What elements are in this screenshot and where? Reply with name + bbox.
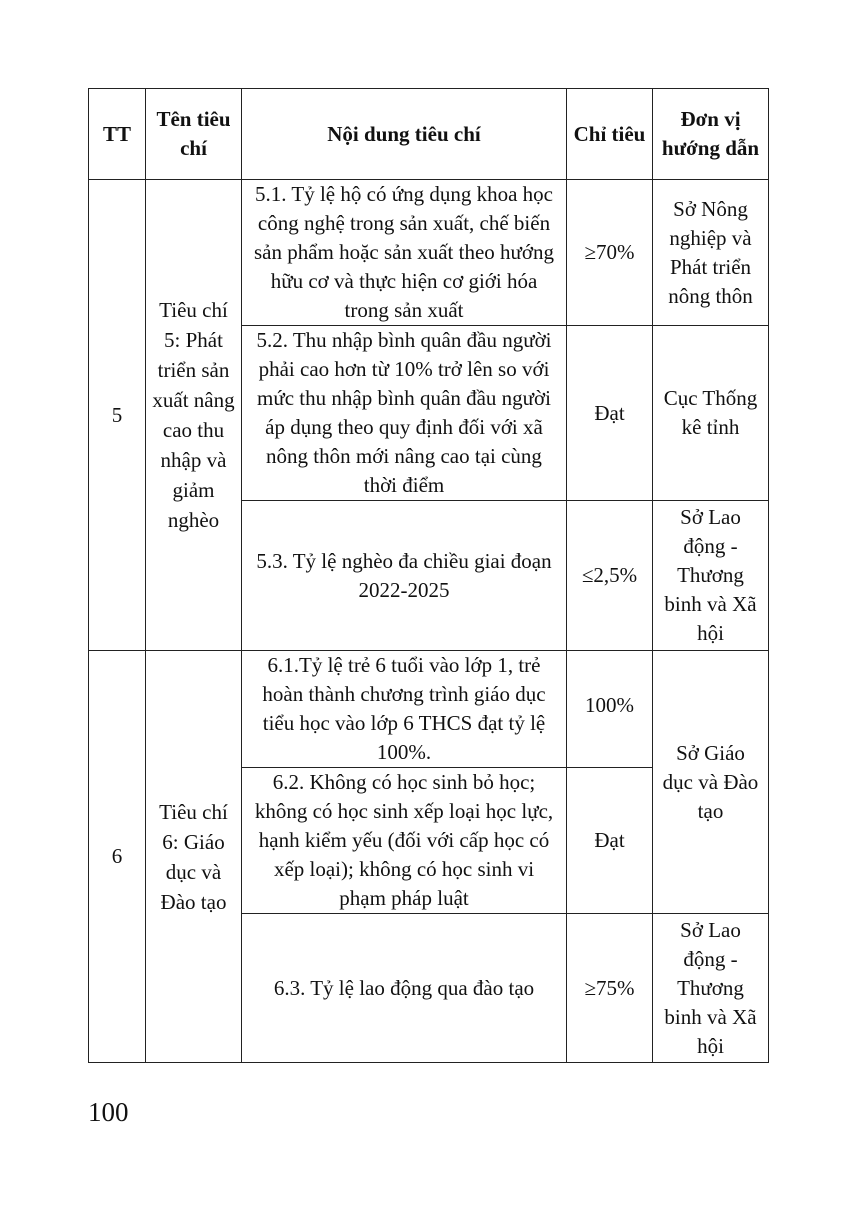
table-header-row (89, 89, 769, 180)
criterion-unit: Sở Lao động - Thương binh và Xã hội (653, 501, 769, 651)
criterion-target: ≥70% (567, 180, 653, 326)
criterion-name: Tiêu chí 6: Giáo dục và Đào tạo (146, 651, 242, 1063)
criterion-content: 5.1. Tỷ lệ hộ có ứng dụng khoa học công nghệ trong sản xuất, chế biến sản phẩm hoặc sản xuất theo hướng hữu cơ và thực hiện cơ giới hóa trong sản xuất (242, 180, 567, 326)
header-unit: Đơn vị hướng dẫn (653, 89, 769, 180)
criterion-unit: Cục Thống kê tỉnh (653, 326, 769, 501)
criterion-name: Tiêu chí 5: Phát triển sản xuất nâng cao thu nhập và giảm nghèo (146, 180, 242, 651)
header-name: Tên tiêu chí (146, 89, 242, 180)
criteria-table (88, 88, 769, 1063)
criterion-number: 6 (89, 651, 146, 1063)
criterion-unit: Sở Giáo dục và Đào tạo (653, 651, 769, 914)
criterion-content: 6.2. Không có học sinh bỏ học; không có học sinh xếp loại học lực, hạnh kiểm yếu (đối với cấp học có xếp loại); không có học sinh vi phạm pháp luật (242, 768, 567, 914)
criterion-content: 5.3. Tỷ lệ nghèo đa chiều giai đoạn 2022-2025 (242, 501, 567, 651)
criterion-target: 100% (567, 651, 653, 768)
criterion-content: 5.2. Thu nhập bình quân đầu người phải cao hơn từ 10% trở lên so với mức thu nhập bình quân đầu người áp dụng theo quy định đối với xã nông thôn mới nâng cao tại cùng thời điểm (242, 326, 567, 501)
criterion-content: 6.1.Tỷ lệ trẻ 6 tuổi vào lớp 1, trẻ hoàn thành chương trình giáo dục tiểu học vào lớp 6 THCS đạt tỷ lệ 100%. (242, 651, 567, 768)
criterion-target: Đạt (567, 768, 653, 914)
header-target: Chỉ tiêu (567, 89, 653, 180)
criterion-content: 6.3. Tỷ lệ lao động qua đào tạo (242, 914, 567, 1063)
header-content: Nội dung tiêu chí (242, 89, 567, 180)
page-number: 100 (88, 1097, 129, 1127)
criterion-target: Đạt (567, 326, 653, 501)
criterion-number: 5 (89, 180, 146, 651)
criterion-target: ≤2,5% (567, 501, 653, 651)
criterion-unit: Sở Lao động - Thương binh và Xã hội (653, 914, 769, 1063)
header-tt: TT (89, 89, 146, 180)
table-row (89, 651, 769, 768)
table-row (89, 180, 769, 326)
criterion-target: ≥75% (567, 914, 653, 1063)
criterion-unit: Sở Nông nghiệp và Phát triển nông thôn (653, 180, 769, 326)
